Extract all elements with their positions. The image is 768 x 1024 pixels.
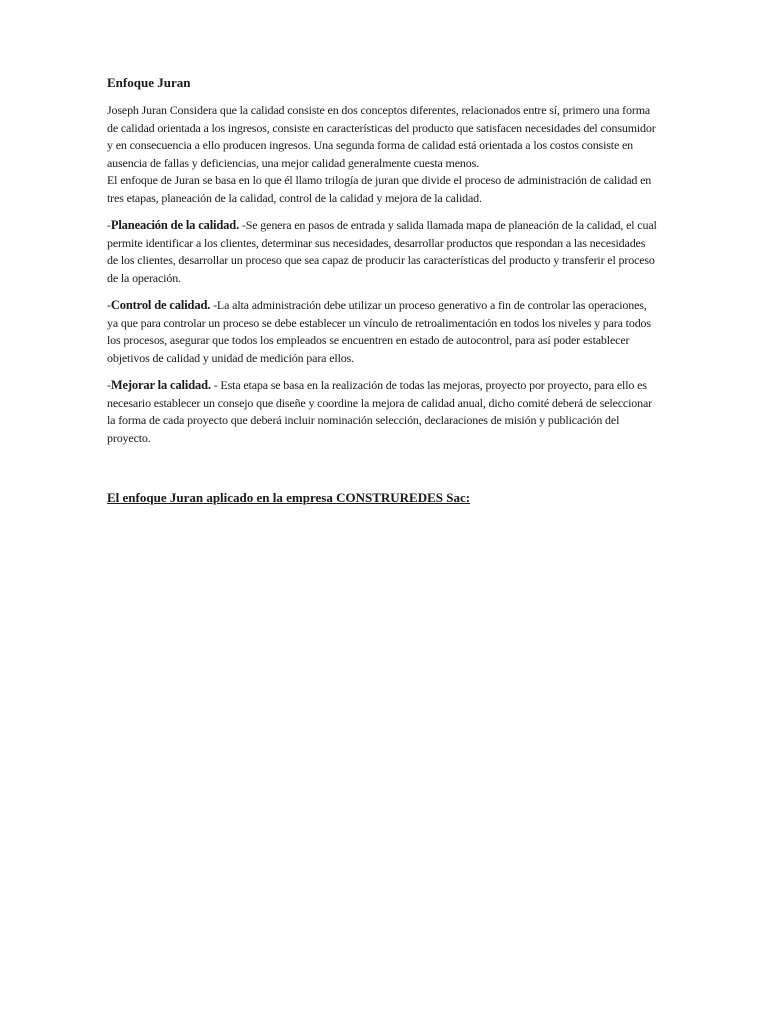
section-prefix: -	[107, 378, 111, 392]
section-control	[107, 297, 659, 367]
section-heading: Mejorar la calidad.	[110, 378, 211, 392]
intro-paragraph-2: El enfoque de Juran se basa en lo que él llamo trilogía de juran que divide el proceso de administración de calidad en tres etapas, planeación de la calidad, control de la calidad y mejora de la calidad.	[107, 173, 652, 205]
section-text: -La alta administración debe utilizar un proceso generativo a fin de controlar las operaciones, ya que para controlar un proceso se debe establecer un vínculo de retroalimentación en todos los niveles y para todos los procesos, asegurar que todos los empleados se encuentren en estado de autocontrol, para así poder establecer objetivos de calidad y unidad de medición para ellos.	[107, 298, 651, 365]
section-mejora	[107, 377, 659, 447]
section-planeacion	[107, 217, 659, 287]
intro-paragraph-1: Joseph Juran Considera que la calidad consiste en dos conceptos diferentes, relacionados entre sí, primero una forma de calidad orientada a los ingresos, consiste en características del producto que satisfacen necesidades del consumidor y en consecuencia a ello producen ingresos. Una segunda forma de calidad está orientada a los costos consiste en ausencia de fallas y deficiencias, una mejor calidad generalmente cuesta menos.	[107, 103, 656, 170]
document-page	[107, 74, 659, 507]
section-prefix: -	[107, 298, 111, 312]
section-heading: Control de calidad.	[110, 298, 211, 312]
section-text: - Esta etapa se basa en la realización de todas las mejoras, proyecto por proyecto, para ello es necesario establecer un consejo que diseñe y coordine la mejora de calidad anual, dicho comité deberá de seleccionar la forma de cada proyecto que deberá incluir nominación selección, declaraciones de misión y publicación del proyecto.	[107, 378, 653, 445]
section-text: -Se genera en pasos de entrada y salida llamada mapa de planeación de la calidad, el cual permite identificar a los clientes, determinar sus necesidades, desarrollar productos que respondan a las necesidades de los clientes, desarrollar un proceso que sea capaz de producir las características del producto y transferir el proceso de la operación.	[107, 218, 657, 285]
document-title: Enfoque Juran	[107, 75, 191, 90]
section-prefix: -	[107, 218, 111, 232]
company-subheading: El enfoque Juran aplicado en la empresa CONSTRUREDES Sac:	[107, 490, 471, 505]
section-heading: Planeación de la calidad.	[110, 218, 240, 232]
